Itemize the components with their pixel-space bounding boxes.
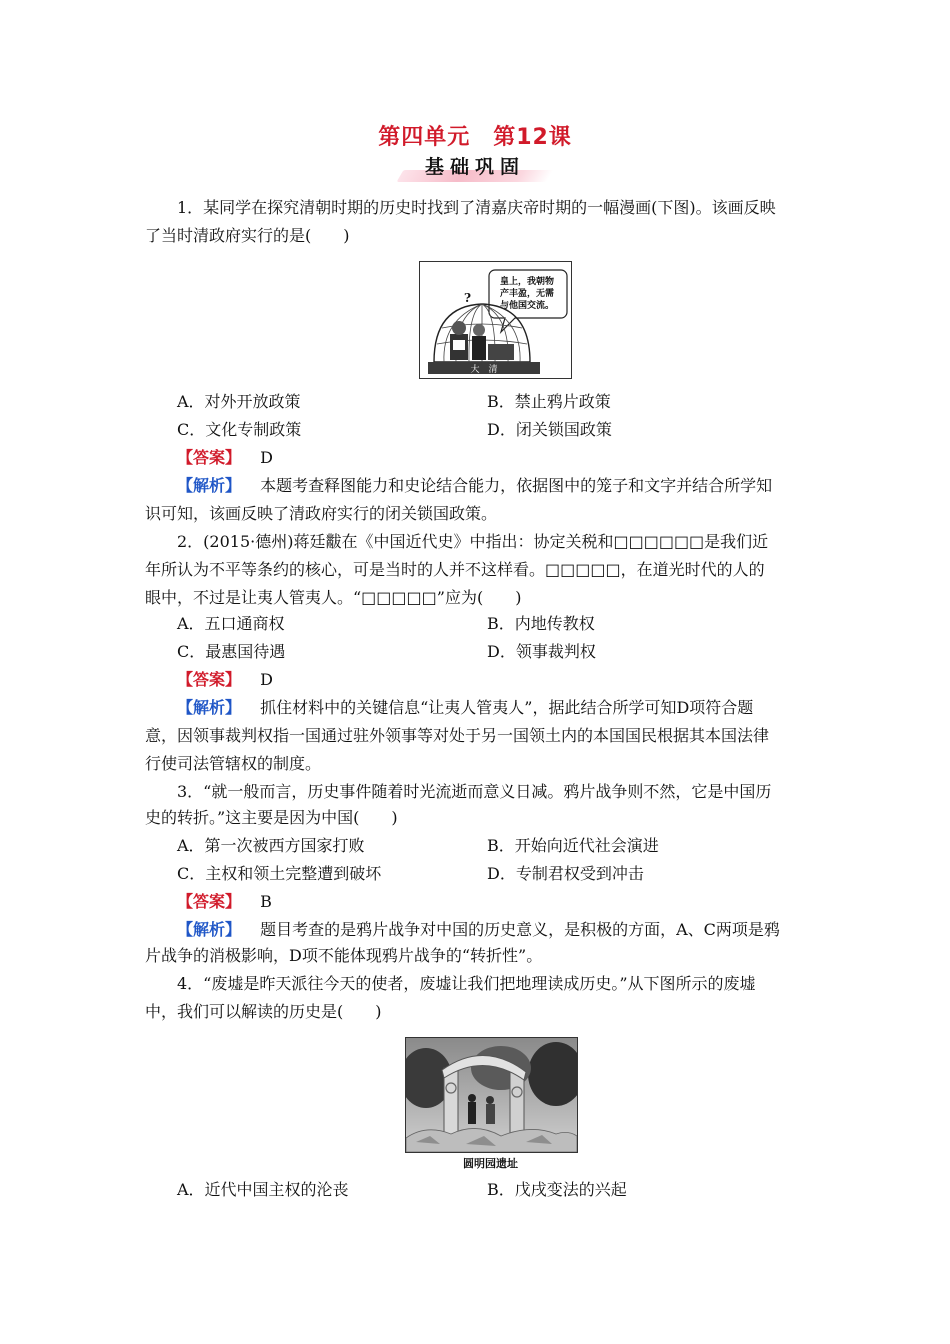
q4-option-b: B．戊戌变法的兴起: [487, 1180, 627, 1199]
answer-tag: 【答案】: [177, 670, 242, 689]
q1-stem-line1: 1．某同学在探究清朝时期的历史时找到了清嘉庆帝时期的一幅漫画(下图)。该画反映: [177, 198, 776, 217]
answer-value: B: [260, 892, 272, 911]
q3-stem-line1: 3．“就一般而言，历史事件随着时光流逝而意义日减。鸦片战争则不然，它是中国历: [177, 782, 772, 801]
q4-ruins-photo: [405, 1037, 578, 1153]
q2-explanation-line3: 行使司法管辖权的制度。: [145, 754, 322, 773]
q3-stem-line2: 史的转折。”这主要是因为中国( ): [145, 808, 398, 827]
q1-option-b: B．禁止鸦片政策: [487, 392, 611, 411]
explanation-text: 本题考查释图能力和史论结合能力，依据图中的笼子和文字并结合所学知: [260, 476, 773, 495]
q1-option-c: C．文化专制政策: [177, 420, 302, 439]
q4-photo-caption: 圆明园遗址: [463, 1157, 518, 1170]
answer-value: D: [260, 448, 273, 467]
answer-tag: 【答案】: [177, 448, 242, 467]
q3-option-c: C．主权和领土完整遭到破坏: [177, 864, 382, 883]
q1-option-a: A．对外开放政策: [177, 392, 301, 411]
section-heading-text: 基础巩固: [424, 156, 525, 178]
q2-stem-line1: 2．(2015·德州)蒋廷黻在《中国近代史》中指出：协定关税和□□□□□□是我们近: [177, 532, 769, 551]
explanation-tag: 【解析】: [177, 698, 242, 717]
q2-stem-line3: 眼中，不过是让夷人管夷人。“□□□□□”应为( ): [145, 588, 522, 607]
q1-cartoon-figure: [419, 261, 572, 379]
q3-explanation-line2: 片战争的消极影响，D项不能体现鸦片战争的“转折性”。: [145, 946, 543, 965]
ruins-photo-illustration: [406, 1038, 577, 1152]
q3-explanation-line1: [177, 920, 780, 940]
q1-option-d: D．闭关锁国政策: [487, 420, 612, 439]
q1-answer: [177, 448, 273, 468]
explanation-tag: 【解析】: [177, 476, 242, 495]
q4-stem-line1: 4．“废墟是昨天派往今天的使者，废墟让我们把地理读成历史。”从下图所示的废墟: [177, 974, 756, 993]
answer-tag: 【答案】: [177, 892, 242, 911]
q2-option-a: A．五口通商权: [177, 614, 285, 633]
q1-explanation-line1: [177, 476, 772, 496]
question-mark-icon: ?: [464, 291, 472, 305]
q2-option-b: B．内地传教权: [487, 614, 595, 633]
q3-option-b: B．开始向近代社会演进: [487, 836, 659, 855]
q3-option-d: D．专制君权受到冲击: [487, 864, 644, 883]
cage-base-label: 大 清: [470, 365, 498, 375]
q4-option-a: A．近代中国主权的沦丧: [177, 1180, 349, 1199]
q2-answer: [177, 670, 273, 690]
q2-explanation-line2: 意，因领事裁判权指一国通过驻外领事等对处于另一国领土内的本国国民根据其本国法律: [145, 726, 770, 745]
answer-value: D: [260, 670, 273, 689]
explanation-text: 抓住材料中的关键信息“让夷人管夷人”，据此结合所学可知D项符合题: [260, 698, 754, 717]
cage-cartoon-illustration: [420, 262, 571, 378]
speech-line-2: 产丰盈，无需: [500, 289, 555, 299]
q3-answer: [177, 892, 272, 912]
explanation-text: 题目考查的是鸦片战争对中国的历史意义，是积极的方面，A、C两项是鸦: [260, 920, 780, 939]
q4-stem-line2: 中，我们可以解读的历史是( ): [145, 1002, 382, 1021]
q2-option-c: C．最惠国待遇: [177, 642, 286, 661]
section-heading: [380, 150, 570, 186]
q1-explanation-line2: 识可知，该画反映了清政府实行的闭关锁国政策。: [145, 504, 498, 523]
page-title: 第四单元 第12课: [378, 125, 572, 150]
speech-line-3: 与他国交流。: [500, 301, 555, 311]
q1-stem-line2: 了当时清政府实行的是( ): [145, 226, 350, 245]
q2-option-d: D．领事裁判权: [487, 642, 596, 661]
speech-line-1: 皇上，我朝物: [500, 277, 555, 287]
q3-option-a: A．第一次被西方国家打败: [177, 836, 365, 855]
q2-stem-line2: 年所认为不平等条约的核心，可是当时的人并不这样看。□□□□□，在道光时代的人的: [145, 560, 765, 579]
q2-explanation-line1: [177, 698, 753, 718]
explanation-tag: 【解析】: [177, 920, 242, 939]
